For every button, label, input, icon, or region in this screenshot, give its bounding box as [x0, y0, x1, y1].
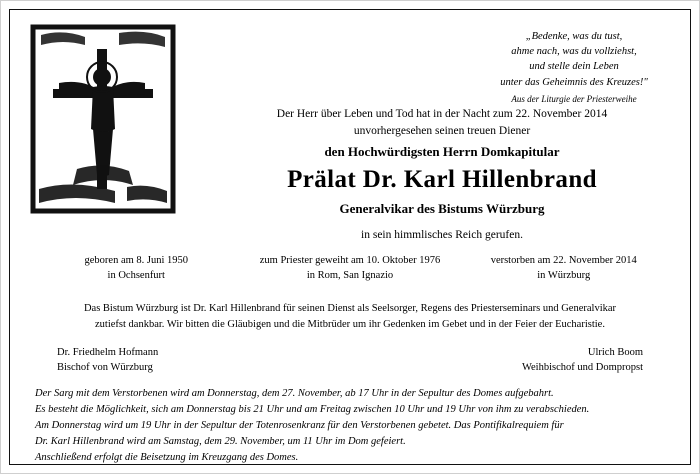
life-dates	[31, 253, 669, 283]
signatory-right	[522, 345, 643, 375]
funeral-notice	[35, 386, 669, 466]
intro-line-2: unvorhergesehen seinen treuen Diener	[353, 125, 531, 138]
gratitude-line-2: zutiefst dankbar. Wir bitten die Gläubigen und die Mitbrüder um ihr Gedenken im Gebet und in der Feier der Eucharistie.	[95, 318, 605, 330]
quote-line-1: „Bedenke, was du tust,	[525, 31, 623, 42]
ordination-place: in Rom, San Ignazio	[306, 270, 394, 282]
quote-line-4: unter das Geheimnis des Kreuzes!"	[500, 76, 648, 88]
signatory-left-role: Bischof von Würzburg	[57, 362, 153, 374]
gratitude-line-1: Das Bistum Würzburg ist Dr. Karl Hillenbrand für seinen Dienst als Seelsorger, Regens des Priesterseminars und Generalvikar	[83, 303, 617, 314]
signatory-left	[57, 345, 158, 375]
quote-source: Aus der Liturgie der Priesterweihe	[511, 93, 637, 104]
signatory-left-name: Dr. Friedhelm Hofmann	[57, 347, 159, 358]
death-info	[458, 253, 669, 283]
birth-info	[31, 253, 242, 283]
death-place: in Würzburg	[537, 270, 591, 282]
ordination-info	[245, 253, 456, 283]
gratitude-text	[35, 301, 665, 333]
notice-line-1: Der Sarg mit dem Verstorbenen wird am Donnerstag, dem 27. November, ab 17 Uhr in der Sepultur des Domes aufgebahrt.	[35, 388, 554, 399]
deceased-name: Prälat Dr. Karl Hillenbrand	[287, 166, 597, 193]
intro-line-1: Der Herr über Leben und Tod hat in der Nacht zum 22. November 2014	[276, 108, 608, 120]
ordination-event: zum Priester geweiht am 10. Oktober 1976	[259, 255, 441, 266]
signatories	[57, 345, 643, 375]
crucifix-emblem	[23, 19, 183, 219]
intro-text	[197, 106, 687, 141]
deceased-role: Generalvikar des Bistums Würzburg	[339, 201, 545, 216]
opening-quote	[471, 29, 677, 106]
signatory-right-name: Ulrich Boom	[587, 347, 643, 358]
death-event: verstorben am 22. November 2014	[490, 255, 637, 266]
notice-line-2: Es besteht die Möglichkeit, sich am Donnerstag bis 21 Uhr und am Freitag zwischen 10 Uhr und 19 Uhr von ihm zu verabschieden.	[35, 403, 590, 415]
notice-line-5: Anschließend erfolgt die Beisetzung im Kreuzgang des Domes.	[35, 451, 299, 463]
deceased-title: den Hochwürdigsten Herrn Domkapitular	[324, 144, 560, 159]
birth-place: in Ochsenfurt	[107, 270, 165, 282]
intro-closing: in sein himmlisches Reich gerufen.	[361, 229, 523, 241]
notice-line-3: Am Donnerstag wird um 19 Uhr in der Sepultur der Totenrosenkranz für den Verstorbenen gebetet. Das Pontifikalrequiem für	[35, 419, 564, 431]
quote-line-2: ahme nach, was du vollziehst,	[511, 46, 637, 58]
signatory-right-role: Weihbischof und Dompropst	[521, 362, 643, 374]
crucifix-icon	[23, 19, 183, 219]
notice-line-4: Dr. Karl Hillenbrand wird am Samstag, dem 29. November, um 11 Uhr im Dom gefeiert.	[35, 435, 406, 447]
birth-event: geboren am 8. Juni 1950	[84, 255, 189, 266]
quote-line-3: und stelle dein Leben	[529, 61, 619, 73]
